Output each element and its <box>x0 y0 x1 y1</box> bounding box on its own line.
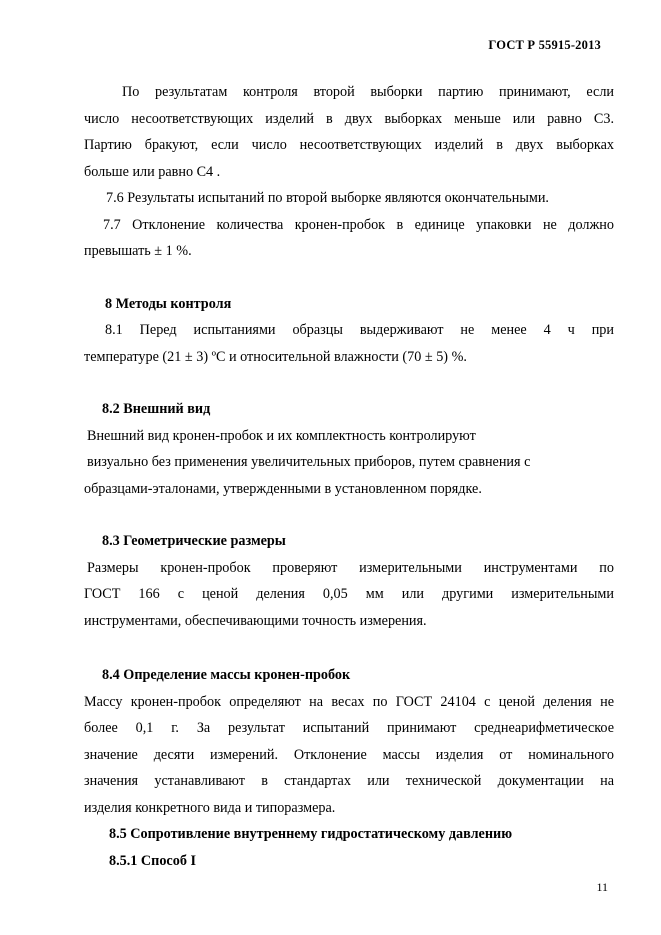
text-line: образцами-эталонами, утвержденными в установленном порядке. <box>84 480 482 497</box>
section-8-3-heading: 8.3 Геометрические размеры <box>102 533 286 549</box>
paragraph-8-4 <box>84 689 614 822</box>
text-line: температуре (21 ± 3) ºС и относительной влажности (70 ± 5) %. <box>84 348 467 365</box>
page-body <box>84 79 614 874</box>
section-8-5-heading: 8.5 Сопротивление внутреннему гидростатическому давлению <box>109 826 513 842</box>
text-line: более 0,1 г. За результат испытаний принимают среднеарифметическое <box>84 720 614 736</box>
paragraph-8-2 <box>84 423 614 503</box>
text-line: визуально без применения увеличительных приборов, путем сравнения с <box>87 454 531 470</box>
section-8-5-1-subheading: 8.5.1 Способ I <box>109 852 196 869</box>
section-8-2-heading: 8.2 Внешний вид <box>102 401 211 417</box>
text-line: 8.1 Перед испытаниями образцы выдерживают не менее 4 ч при <box>105 322 614 338</box>
text-line: больше или равно С4 . <box>84 163 221 180</box>
text-line: число несоответствующих изделий в двух выборках меньше или равно С3. <box>84 110 614 127</box>
paragraph-8-1 <box>84 317 614 370</box>
paragraph-8-3 <box>84 555 614 635</box>
text-line: 7.7 Отклонение количества кронен-пробок в единице упаковки не должно <box>103 216 614 233</box>
paragraph-7-6: 7.6 Результаты испытаний по второй выборке являются окончательными. <box>106 190 549 206</box>
page-number: 11 <box>596 880 608 894</box>
text-line: изделия конкретного вида и типоразмера. <box>84 799 336 816</box>
text-line: Размеры кронен-пробок проверяют измерительными инструментами по <box>87 559 614 576</box>
text-line: Массу кронен-пробок определяют на весах по ГОСТ 24104 с ценой деления не <box>84 693 614 710</box>
text-line: превышать ± 1 %. <box>84 243 192 259</box>
text-line: Внешний вид кронен-пробок и их комплектность контролируют <box>87 427 476 444</box>
text-line: ГОСТ 166 с ценой деления 0,05 мм или другими измерительными <box>84 586 614 602</box>
section-8-heading: 8 Методы контроля <box>105 295 232 312</box>
section-8-4-heading: 8.4 Определение массы кронен-пробок <box>102 667 351 683</box>
text-line: значения устанавливают в стандартах или технической документации на <box>84 773 614 789</box>
text-line: Партию бракуют, если число несоответствующих изделий в двух выборках <box>84 137 614 153</box>
text-line: По результатам контроля второй выборки партию принимают, если <box>122 84 614 100</box>
paragraph-7-5-continuation <box>84 79 614 185</box>
text-line: инструментами, обеспечивающими точность измерения. <box>84 612 427 629</box>
paragraph-7-7 <box>84 212 614 265</box>
text-line: значение десяти измерений. Отклонение массы изделия от номинального <box>84 746 614 763</box>
document-code-header: ГОСТ Р 55915-2013 <box>488 38 601 52</box>
